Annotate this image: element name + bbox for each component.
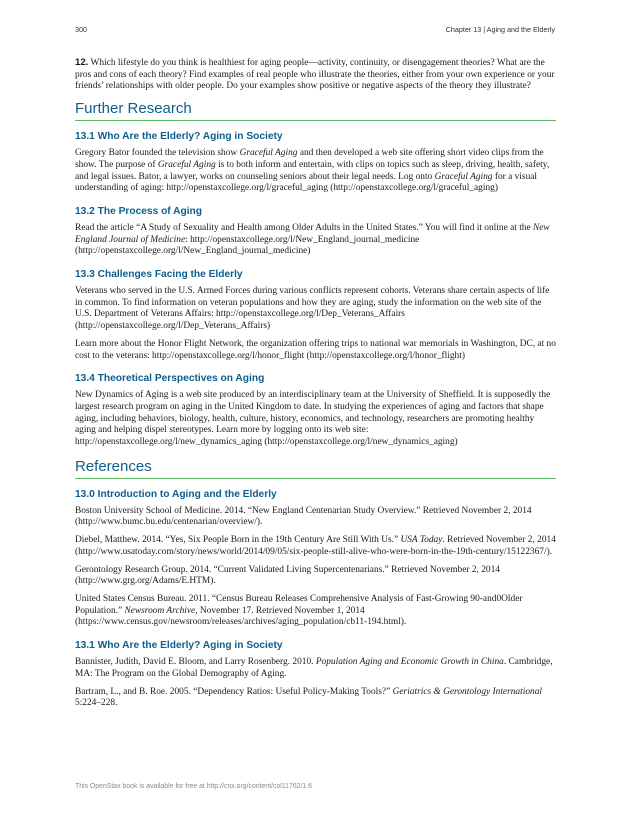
reference-entry: United States Census Bureau. 2011. “Census Bureau Releases Comprehensive Analysis of Fast-Growing 90-and0Older Population.” Newsroom Archive, November 17. Retrieved November 1, 2014 (https://www.census.gov/newsroom/releases/archives/aging_population/cb11-194.html).: [75, 593, 523, 628]
fr-section-13-2-text: Read the article “A Study of Sexuality and Health among Older Adults in the United States.” You will find it online at the New England Journal of Medicine: http://openstaxcollege.org/l/New_England_journal_medicine (http://openstaxcollege.org/l/New_England_journal_medicine): [75, 222, 550, 257]
page-number: 300: [75, 25, 87, 34]
reference-entry: Diebel, Matthew. 2014. “Yes, Six People Born in the 19th Century Are Still With Us.” USA Today. Retrieved November 2, 2014 (http://www.usatoday.com/story/news/world/2014/09/05/six-people-still-alive-who-were-born-in-the-19th-century/15122367/).: [75, 535, 556, 557]
further-research-heading: Further Research: [75, 100, 556, 121]
references-heading: References: [75, 458, 556, 479]
fr-section-13-4-heading: 13.4 Theoretical Perspectives on Aging: [75, 373, 265, 385]
fr-section-13-3-heading: 13.3 Challenges Facing the Elderly: [75, 269, 243, 281]
ref-section-13-0-heading: 13.0 Introduction to Aging and the Elderly: [75, 488, 277, 500]
fr-section-13-2-heading: 13.2 The Process of Aging: [75, 205, 203, 217]
fr-section-13-1-text: Gregory Bator founded the television show Graceful Aging and then developed a web site offering short video clips from the show. The purpose of Graceful Aging is to both inform and entertain, with clips on topics such as sleep, driving, health, safety, and legal issues. Bator, a lawyer, works on counseling seniors about their legal needs. Log onto Graceful Aging for a visual understanding of aging: http://openstaxcollege.org/l/graceful_aging (http://openstaxcollege.org/l/graceful_aging): [75, 148, 550, 194]
ref-section-13-1-heading: 13.1 Who Are the Elderly? Aging in Society: [75, 640, 283, 652]
question-number: 12.: [75, 57, 89, 68]
reference-entry: Boston University School of Medicine. 2014. “New England Centenarian Study Overview.” Retrieved November 2, 2014 (http://www.bumc.bu.edu/centenarian/overview/).: [75, 505, 532, 528]
question-text: Which lifestyle do you think is healthiest for aging people—activity, continuity, or disengagement theories? What are the pros and cons of each theory? Find examples of real people who illustrate the theories, either from your own experience or your friends’ relationships with older people. Do your examples show positive or negative aspects of the theory they illustrate?: [75, 58, 555, 92]
fr-section-13-4-text: New Dynamics of Aging is a web site produced by an interdisciplinary team at the University of Sheffield. It is supposedly the largest research program on aging in the United Kingdom to date. In studying the experiences of aging and factors that shape aging, including behaviors, biology, health, culture, history, economics, and technology, researchers are promoting healthy aging and helping dispel stereotypes. Learn more by logging onto its web site: http://openstaxcollege.org/l/new_dynamics_aging (http://openstaxcollege.org/l/new_dynamics_aging): [75, 390, 551, 448]
fr-section-13-3-para-1: Veterans who served in the U.S. Armed Forces during various conflicts represent cohorts. Veterans share certain aspects of life in common. To find information on veteran populations and how they are aging, study the information on the web site of the U.S. Department of Veterans Affairs: http://openstaxcollege.org/l/Dep_Veterans_Affairs (http://openstaxcollege.org/l/Dep_Veterans_Affairs): [75, 286, 550, 332]
page-content: [75, 57, 556, 710]
page-footer: This OpenStax book is available for free at http://cnx.org/content/col11762/1.6: [75, 783, 312, 790]
fr-section-13-1-heading: 13.1 Who Are the Elderly? Aging in Society: [75, 131, 283, 143]
fr-section-13-3-para-2: Learn more about the Honor Flight Network, the organization offering trips to national war memorials in Washington, DC, at no cost to the veterans: http://openstaxcollege.org/l/honor_flight (http://openstaxcollege.org/l/honor_flight): [75, 338, 556, 361]
reference-entry: Bannister, Judith, David E. Bloom, and Larry Rosenberg. 2010. Population Aging and Economic Growth in China. Cambridge, MA: The Program on the Global Demography of Aging.: [75, 657, 553, 679]
chapter-title: Chapter 13 | Aging and the Elderly: [445, 25, 555, 34]
question-12: [75, 57, 556, 93]
reference-entry: Gerontology Research Group. 2014. “Current Validated Living Supercentenarians.” Retrieved November 2, 2014 (http://www.grg.org/Adams/E.HTM).: [75, 564, 500, 587]
reference-entry: Bartram, L., and B. Roe. 2005. “Dependency Ratios: Useful Policy-Making Tools?” Geriatrics & Gerontology International 5:224–228.: [75, 686, 542, 709]
